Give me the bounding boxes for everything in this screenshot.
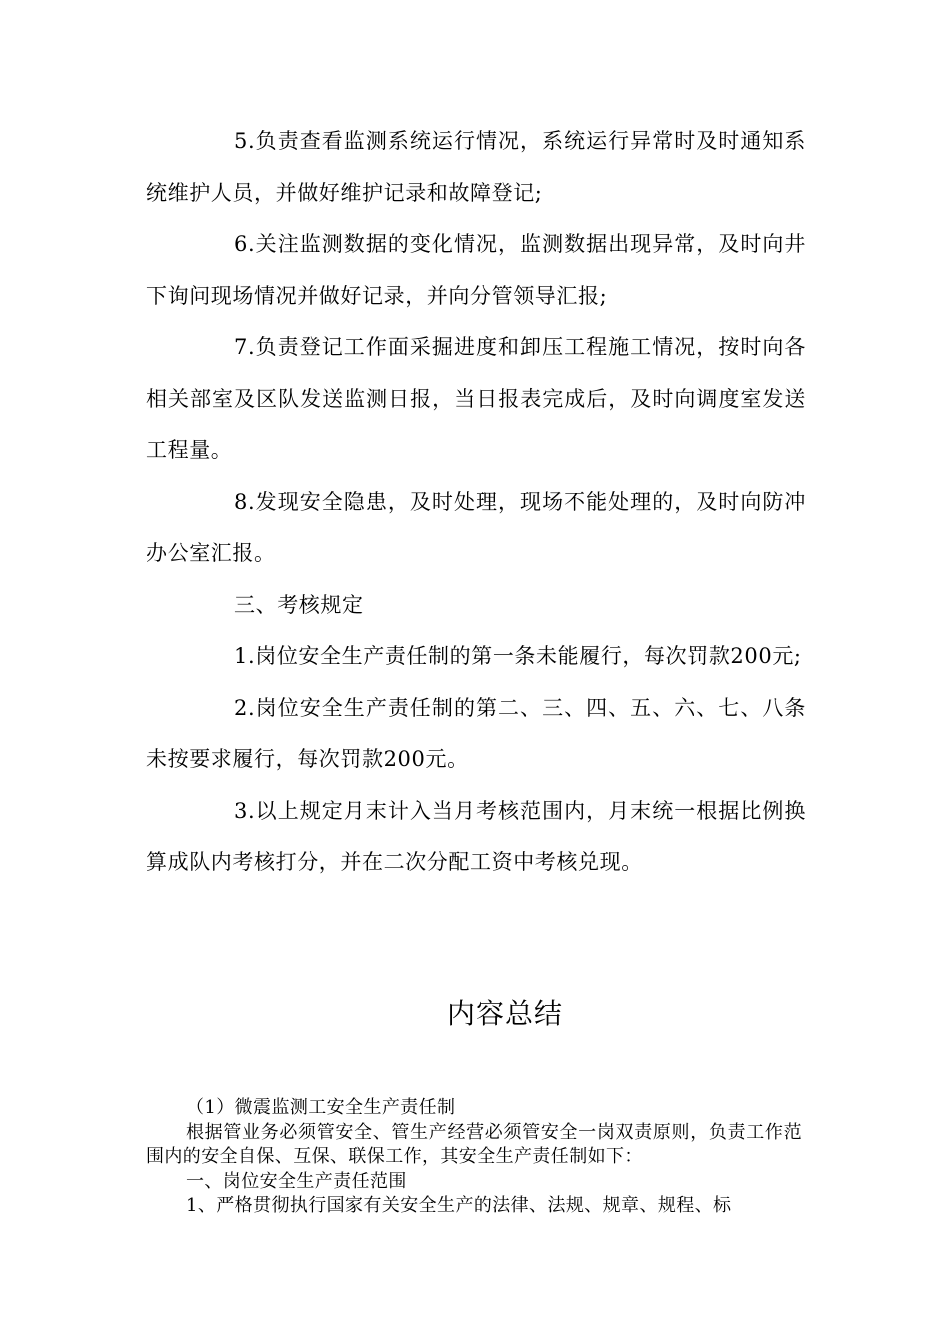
- assessment-rule-1: 1.岗位安全生产责任制的第一条未能履行，每次罚款200元;: [234, 644, 802, 668]
- summary-item-1: 1、严格贯彻执行国家有关安全生产的法律、法规、规章、规程、标: [186, 1195, 732, 1216]
- paragraph-item-8: 8.发现安全隐患，及时处理，现场不能处理的，及时向防冲办公室汇报。: [146, 489, 806, 565]
- summary-title: 内容总结: [446, 997, 563, 1030]
- assessment-rule-2: 2.岗位安全生产责任制的第二、三、四、五、六、七、八条未按要求履行，每次罚款200元。: [146, 695, 806, 771]
- summary-section: [146, 1096, 802, 1219]
- paragraph-item-6: 6.关注监测数据的变化情况，监测数据出现异常，及时向井下询问现场情况并做好记录，并向分管领导汇报;: [146, 232, 806, 308]
- summary-section-heading: 一、岗位安全生产责任范围: [186, 1170, 407, 1192]
- section-heading-assessment: 三、考核规定: [234, 592, 364, 617]
- paragraph-item-7: 7.负责登记工作面采掘进度和卸压工程施工情况，按时向各相关部室及区队发送监测日报，当日报表完成后，及时向调度室发送工程量。: [146, 335, 806, 462]
- document-body: [146, 116, 806, 889]
- summary-intro: 根据管业务必须管安全、管生产经营必须管安全一岗双责原则，负责工作范围内的安全自保、互保、联保工作，其安全生产责任制如下：: [146, 1121, 802, 1167]
- paragraph-item-5: 5.负责查看监测系统运行情况，系统运行异常时及时通知系统维护人员，并做好维护记录和故障登记;: [146, 129, 806, 205]
- assessment-rule-3: 3.以上规定月末计入当月考核范围内，月末统一根据比例换算成队内考核打分，并在二次分配工资中考核兑现。: [146, 798, 806, 874]
- summary-subtitle: （1）微震监测工安全生产责任制: [186, 1097, 456, 1118]
